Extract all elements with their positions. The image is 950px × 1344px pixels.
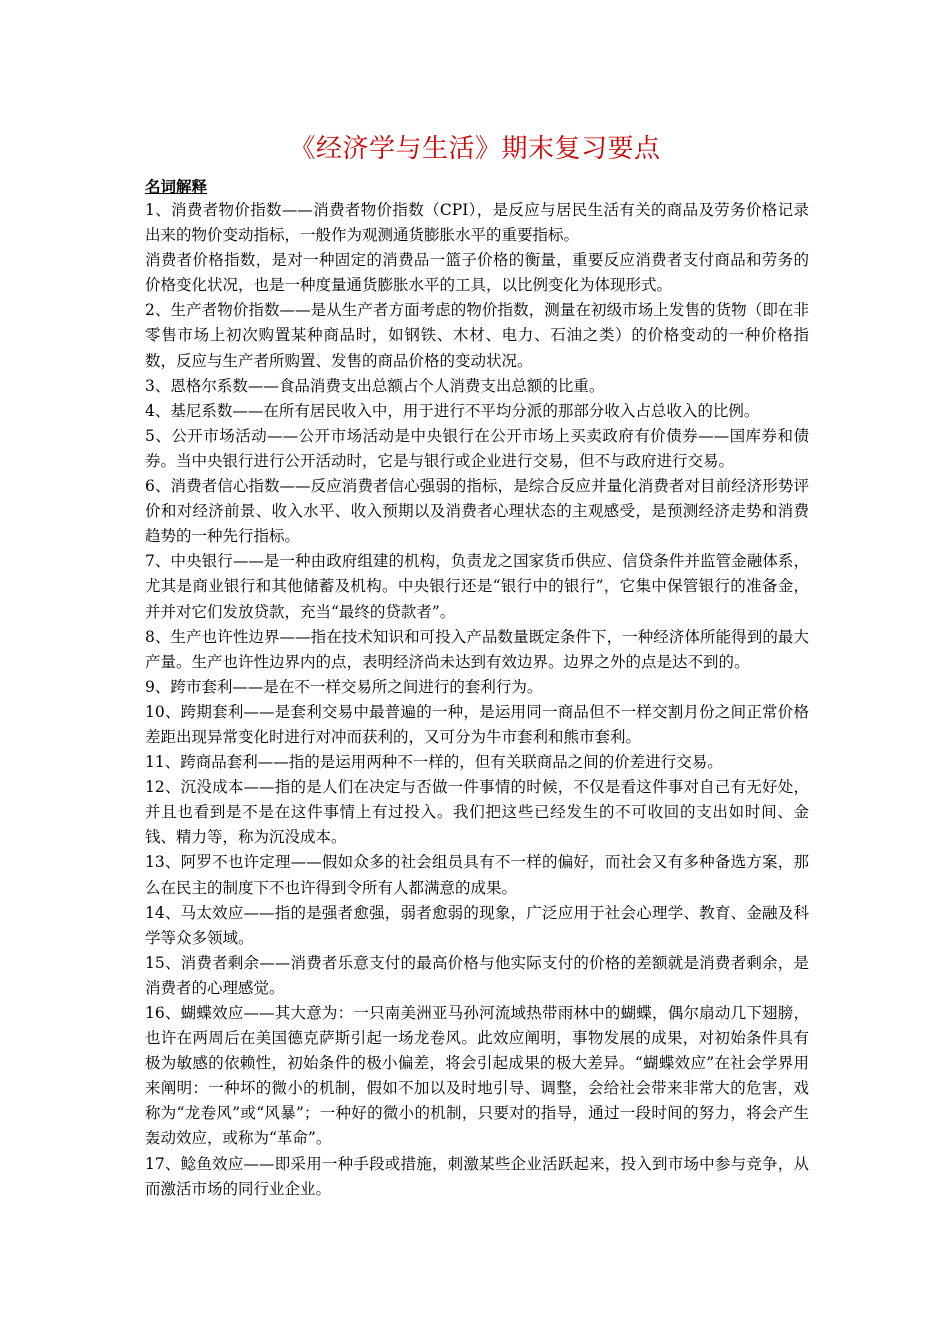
definition-paragraph: 1、消费者物价指数——消费者物价指数（CPI），是反应与居民生活有关的商品及劳务价格记录出来的物价变动指标，一般作为观测通货膨胀水平的重要指标。 [145, 201, 809, 245]
definition-paragraph: 消费者价格指数，是对一种固定的消费品一篮子价格的衡量，重要反应消费者支付商品和劳务的价格变化状况，也是一种度量通货膨胀水平的工具，以比例变化为体现形式。 [145, 251, 809, 295]
definition-paragraph: 10、跨期套利——是套利交易中最普遍的一种，是运用同一商品但不一样交割月份之间正常价格差距出现异常变化时进行对冲而获利的，又可分为牛市套利和熊市套利。 [145, 702, 809, 746]
definition-paragraph: 4、基尼系数——在所有居民收入中，用于进行不平均分派的那部分收入占总收入的比例。 [145, 401, 760, 420]
definition-paragraph: 8、生产也许性边界——指在技术知识和可投入产品数量既定条件下，一种经济体所能得到的最大产量。生产也许性边界内的点，表明经济尚未达到有效边界。边界之外的点是达不到的。 [145, 627, 809, 671]
definition-paragraph: 11、跨商品套利——指的是运用两种不一样的，但有关联商品之间的价差进行交易。 [145, 753, 723, 772]
definition-paragraph: 7、中央银行——是一种由政府组建的机构，负责龙之国家货币供应、信贷条件并监管金融体系，尤其是商业银行和其他储蓄及机构。中央银行还是“银行中的银行”，它集中保管银行的准备金，并并对它们发放贷款，充当“最终的贷款者”。 [145, 552, 809, 621]
definition-paragraph: 6、消费者信心指数——反应消费者信心强弱的指标，是综合反应并量化消费者对目前经济形势评价和对经济前景、收入水平、收入预期以及消费者心理状态的主观感受，是预测经济走势和消费趋势的一种先行指标。 [145, 477, 809, 546]
definition-paragraph: 9、跨市套利——是在不一样交易所之间进行的套利行为。 [145, 677, 543, 696]
definition-paragraph: 16、蝴蝶效应——其大意为：一只南美洲亚马孙河流域热带雨林中的蝴蝶，偶尔扇动几下翅膀，也许在两周后在美国德克萨斯引起一场龙卷风。此效应阐明，事物发展的成果，对初始条件具有极为敏感的依赖性，初始条件的极小偏差，将会引起成果的极大差异。“蝴蝶效应”在社会学界用来阐明：一种坏的微小的机制，假如不加以及时地引导、调整，会给社会带来非常大的危害，戏称为“龙卷风”或“风暴”；一种好的微小的机制，只要对的指导，通过一段时间的努力，将会产生轰动效应，或称为“革命”。 [145, 1004, 809, 1148]
document-body [145, 176, 809, 1202]
definition-paragraph: 5、公开市场活动——公开市场活动是中央银行在公开市场上买卖政府有价债券——国库券和债券。当中央银行进行公开活动时，它是与银行或企业进行交易，但不与政府进行交易。 [145, 426, 809, 470]
definition-paragraph: 14、马太效应——指的是强者愈强，弱者愈弱的现象，广泛应用于社会心理学、教育、金融及科学等众多领域。 [145, 903, 809, 947]
definition-paragraph: 12、沉没成本——指的是人们在决定与否做一件事情的时候，不仅是看这件事对自己有无好处，并且也看到是不是在这件事情上有过投入。我们把这些已经发生的不可收回的支出如时间、金钱、精力等，称为沉没成本。 [145, 778, 809, 847]
definition-paragraph: 2、生产者物价指数——是从生产者方面考虑的物价指数，测量在初级市场上发售的货物（即在非零售市场上初次购置某种商品时，如钢铁、木材、电力、石油之类）的价格变动的一种价格指数，反应与生产者所购置、发售的商品价格的变动状况。 [145, 301, 809, 370]
definition-paragraph: 17、鲶鱼效应——即采用一种手段或措施，刺激某些企业活跃起来，投入到市场中参与竞争，从而激活市场的同行业企业。 [145, 1154, 809, 1198]
definition-paragraph: 13、阿罗不也许定理——假如众多的社会组员具有不一样的偏好，而社会又有多种备选方案，那么在民主的制度下不也许得到令所有人都满意的成果。 [145, 853, 809, 897]
document-title: 《经济学与生活》期末复习要点 [289, 134, 661, 164]
definition-paragraph: 15、消费者剩余——消费者乐意支付的最高价格与他实际支付的价格的差额就是消费者剩余，是消费者的心理感觉。 [145, 953, 809, 997]
definition-paragraph: 3、恩格尔系数——食品消费支出总额占个人消费支出总额的比重。 [145, 376, 605, 395]
section-heading: 名词解释 [145, 177, 208, 196]
